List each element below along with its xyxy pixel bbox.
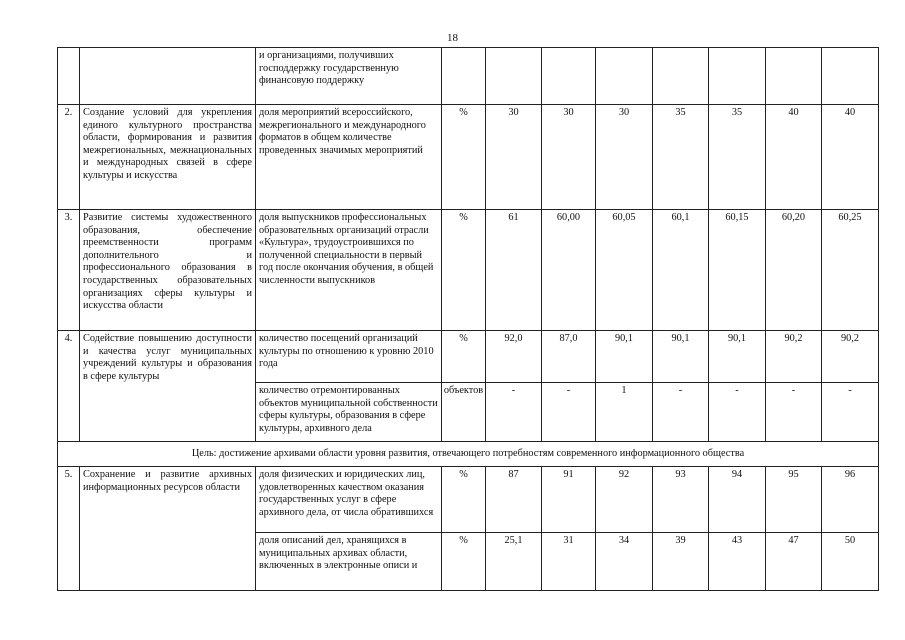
value-cell: 87 [486, 467, 542, 533]
value-cell: 92,0 [486, 331, 542, 383]
table-row [58, 331, 879, 383]
value-cell: 40 [766, 105, 822, 210]
value-cell: 95 [766, 467, 822, 533]
indicator-cell: доля физических и юридических лиц, удовлетворенных качеством оказания государственных услуг в сфере архивного дела, от числа обратившихся [256, 467, 442, 533]
value-cell: - [486, 383, 542, 442]
row-number: 2. [58, 105, 80, 210]
value-cell: - [822, 383, 879, 442]
value-cell: 47 [766, 533, 822, 591]
value-cell: 90,2 [766, 331, 822, 383]
indicator-cell: количество отремонтированных объектов муниципальной собственности сферы культуры, образования в сфере культуры, архивного дела [256, 383, 442, 442]
value-cell: 39 [653, 533, 709, 591]
goal-cell: Создание условий для укрепления единого культурного пространства области, формирования и развития межрегиональных, межнациональных и международных связей в сфере культуры и искусства [80, 105, 256, 210]
value-cell: 60,25 [822, 210, 879, 331]
unit-cell: % [442, 210, 486, 331]
row-number: 5. [58, 467, 80, 591]
row-number: 4. [58, 331, 80, 442]
value-cell: 87,0 [542, 331, 596, 383]
value-cell: 31 [542, 533, 596, 591]
value-cell: 60,15 [709, 210, 766, 331]
page-number: 18 [447, 32, 458, 44]
goal-cell: Содействие повышению доступности и качества услуг муниципальных учреждений культуры и образования в сфере культуры [80, 331, 256, 442]
value-cell: 1 [596, 383, 653, 442]
value-cell: 90,1 [596, 331, 653, 383]
value-cell: 43 [709, 533, 766, 591]
value-cell: 30 [596, 105, 653, 210]
value-cell: 25,1 [486, 533, 542, 591]
table-row [58, 48, 879, 105]
unit-cell: % [442, 533, 486, 591]
value-cell: 35 [709, 105, 766, 210]
value-cell: 92 [596, 467, 653, 533]
row-number: 3. [58, 210, 80, 331]
value-cell: - [766, 383, 822, 442]
value-cell: 40 [822, 105, 879, 210]
value-cell: 90,1 [653, 331, 709, 383]
unit-cell: % [442, 467, 486, 533]
indicator-cell: доля описаний дел, хранящихся в муниципальных архивах области, включенных в электронные описи и [256, 533, 442, 591]
value-cell: 61 [486, 210, 542, 331]
value-cell: 50 [822, 533, 879, 591]
value-cell: 60,20 [766, 210, 822, 331]
table-row [58, 210, 879, 331]
value-cell: - [653, 383, 709, 442]
value-cell: 30 [486, 105, 542, 210]
value-cell: 60,1 [653, 210, 709, 331]
unit-cell: % [442, 105, 486, 210]
value-cell: 30 [542, 105, 596, 210]
goal-cell [80, 48, 256, 105]
table-row [58, 442, 879, 467]
table-row [58, 105, 879, 210]
table-row [58, 467, 879, 533]
unit-cell: объектов [442, 383, 486, 442]
unit-cell: % [442, 331, 486, 383]
value-cell: 90,1 [709, 331, 766, 383]
indicator-cell: доля мероприятий всероссийского, межрегионального и международного форматов в общем количестве проведенных значимых мероприятий [256, 105, 442, 210]
indicator-cell: количество посещений организаций культуры по отношению к уровню 2010 года [256, 331, 442, 383]
value-cell: 34 [596, 533, 653, 591]
value-cell: 96 [822, 467, 879, 533]
value-cell: - [709, 383, 766, 442]
value-cell: - [542, 383, 596, 442]
indicator-cell: доля выпускников профессиональных образовательных организаций отрасли «Культура», трудоустроившихся по полученной специальности в первый год после окончания обучения, в общей численности выпускников [256, 210, 442, 331]
value-cell: 60,05 [596, 210, 653, 331]
value-cell: 93 [653, 467, 709, 533]
value-cell: 35 [653, 105, 709, 210]
section-heading: Цель: достижение архивами области уровня развития, отвечающего потребностям современного информационного общества [58, 442, 879, 467]
value-cell: 91 [542, 467, 596, 533]
goal-cell: Сохранение и развитие архивных информационных ресурсов области [80, 467, 256, 591]
indicators-table [57, 47, 879, 591]
value-cell: 60,00 [542, 210, 596, 331]
row-number [58, 48, 80, 105]
value-cell: 90,2 [822, 331, 879, 383]
indicator-cell: и организациями, получивших господдержку государственную финансовую поддержку [256, 48, 442, 105]
value-cell: 94 [709, 467, 766, 533]
goal-cell: Развитие системы художественного образования, обеспечение преемственности программ дополнительного и профессионального образования в государственных образовательных организациях сферы культуры и искусства области [80, 210, 256, 331]
